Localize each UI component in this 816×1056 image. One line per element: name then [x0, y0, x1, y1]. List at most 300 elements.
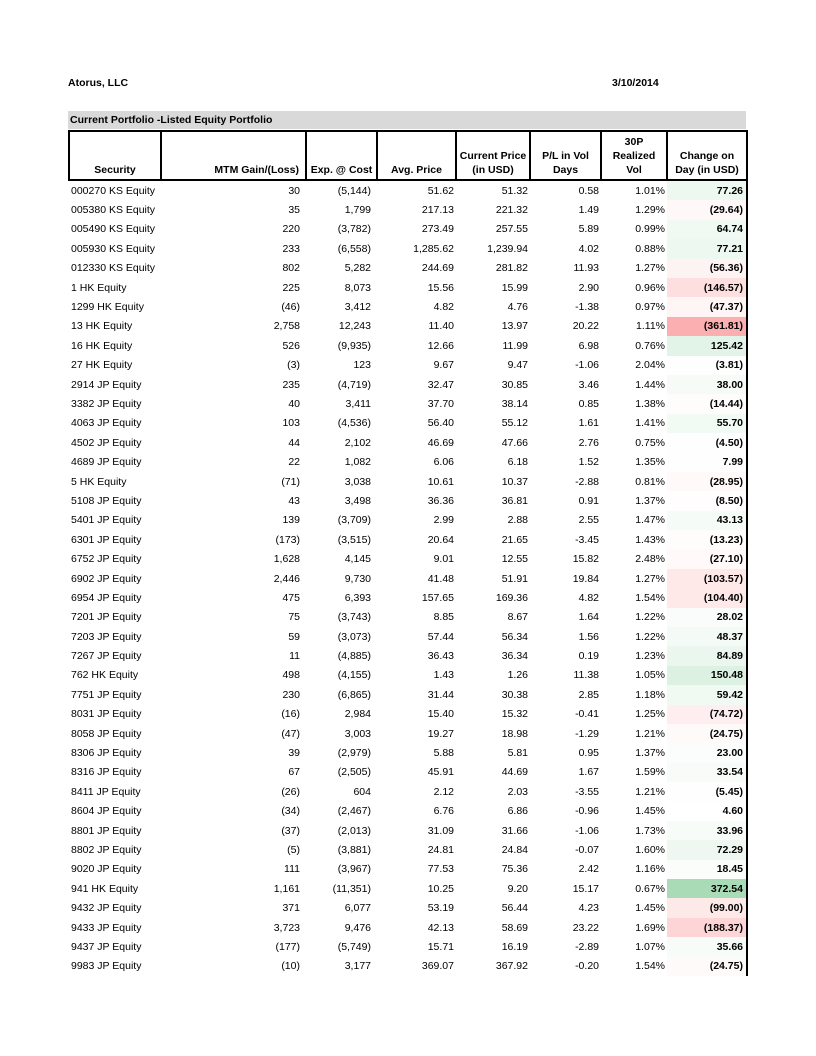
- current-price-cell: 2.88: [507, 514, 528, 527]
- table-row: [69, 685, 747, 704]
- security-cell: 8411 JP Equity: [71, 785, 141, 798]
- pl-vol-days-cell: -2.88: [575, 475, 599, 488]
- avg-price-cell: 273.49: [421, 223, 454, 236]
- exp-cost-cell: 2,984: [344, 708, 371, 721]
- change-on-day-cell: 55.70: [667, 414, 747, 433]
- security-cell: 1 HK Equity: [71, 281, 127, 294]
- mtm-cell: 3,723: [273, 921, 300, 934]
- pl-vol-days-cell: 4.02: [578, 242, 599, 255]
- report-date: 3/10/2014: [612, 77, 659, 89]
- security-cell: 7267 JP Equity: [71, 650, 142, 663]
- change-on-day-cell: (103.57): [667, 569, 747, 588]
- security-cell: 6301 JP Equity: [71, 533, 142, 546]
- mtm-cell: 43: [288, 494, 300, 507]
- pl-vol-days-cell: 0.19: [578, 650, 599, 663]
- realized-vol-cell: 2.04%: [635, 359, 665, 372]
- mtm-cell: 139: [282, 514, 300, 527]
- realized-vol-cell: 1.37%: [635, 494, 665, 507]
- table-row: [69, 918, 747, 937]
- mtm-cell: (47): [281, 727, 300, 740]
- change-on-day-cell: (28.95): [667, 472, 747, 491]
- change-on-day-cell: 18.45: [667, 860, 747, 879]
- current-price-cell: 30.38: [501, 688, 528, 701]
- current-price-cell: 221.32: [495, 204, 528, 217]
- exp-cost-cell: 123: [353, 359, 371, 372]
- col-header-avg-price: Avg. Price: [377, 131, 456, 180]
- col-header-security: Security: [69, 131, 161, 180]
- mtm-cell: 802: [282, 262, 300, 275]
- realized-vol-cell: 1.25%: [635, 708, 665, 721]
- realized-vol-cell: 1.45%: [635, 805, 665, 818]
- realized-vol-cell: 1.18%: [635, 688, 665, 701]
- realized-vol-cell: 1.59%: [635, 766, 665, 779]
- realized-vol-cell: 1.43%: [635, 533, 665, 546]
- avg-price-cell: 11.40: [428, 320, 454, 333]
- current-price-cell: 51.91: [501, 572, 528, 585]
- change-on-day-cell: (3.81): [667, 356, 747, 375]
- table-row: [69, 588, 747, 607]
- table-row: [69, 549, 747, 568]
- exp-cost-cell: 3,411: [345, 397, 371, 410]
- avg-price-cell: 57.44: [427, 630, 454, 643]
- change-on-day-cell: (4.50): [667, 433, 747, 452]
- mtm-cell: 22: [288, 456, 300, 469]
- current-price-cell: 169.36: [495, 591, 528, 604]
- table-row: [69, 957, 747, 976]
- exp-cost-cell: (5,144): [337, 184, 371, 197]
- exp-cost-cell: (2,467): [337, 805, 371, 818]
- current-price-cell: 56.44: [501, 902, 528, 915]
- mtm-cell: 11: [289, 650, 300, 663]
- exp-cost-cell: (6,865): [337, 688, 371, 701]
- mtm-cell: 30: [288, 184, 300, 197]
- change-on-day-cell: 48.37: [667, 627, 747, 646]
- col-header-exp-cost: Exp. @ Cost: [306, 131, 377, 180]
- mtm-cell: 235: [282, 378, 300, 391]
- mtm-cell: (173): [275, 533, 300, 546]
- mtm-cell: 103: [282, 417, 300, 430]
- avg-price-cell: 53.19: [427, 902, 454, 915]
- mtm-cell: 111: [284, 863, 300, 876]
- realized-vol-cell: 1.21%: [635, 727, 665, 740]
- table-row: [69, 375, 747, 394]
- section-title: Current Portfolio -Listed Equity Portfolio: [68, 111, 746, 129]
- mtm-cell: 39: [288, 747, 300, 760]
- change-on-day-cell: (361.81): [667, 317, 747, 336]
- change-on-day-cell: (24.75): [667, 957, 747, 976]
- current-price-cell: 16.19: [501, 940, 528, 953]
- change-on-day-cell: (74.72): [667, 705, 747, 724]
- exp-cost-cell: 1,799: [344, 204, 371, 217]
- security-cell: 6902 JP Equity: [71, 572, 142, 585]
- exp-cost-cell: (3,709): [337, 514, 371, 527]
- current-price-cell: 56.34: [501, 630, 528, 643]
- table-row: [69, 259, 747, 278]
- change-on-day-cell: 84.89: [667, 646, 747, 665]
- security-cell: 7201 JP Equity: [71, 611, 142, 624]
- avg-price-cell: 369.07: [421, 960, 454, 973]
- security-cell: 5401 JP Equity: [71, 514, 142, 527]
- pl-vol-days-cell: 11.38: [573, 669, 599, 682]
- exp-cost-cell: (2,505): [337, 766, 371, 779]
- realized-vol-cell: 1.27%: [635, 262, 665, 275]
- mtm-cell: (37): [281, 824, 300, 837]
- table-row: [69, 530, 747, 549]
- table-row: [69, 491, 747, 510]
- current-price-cell: 2.03: [507, 785, 528, 798]
- avg-price-cell: 56.40: [427, 417, 454, 430]
- mtm-cell: (177): [275, 940, 300, 953]
- exp-cost-cell: 2,102: [344, 436, 371, 449]
- mtm-cell: 40: [288, 397, 300, 410]
- security-cell: 762 HK Equity: [71, 669, 139, 682]
- pl-vol-days-cell: -0.41: [575, 708, 599, 721]
- security-cell: 8031 JP Equity: [71, 708, 142, 721]
- security-cell: 8801 JP Equity: [71, 824, 142, 837]
- company-name: Atorus, LLC: [68, 77, 129, 89]
- avg-price-cell: 19.27: [427, 727, 454, 740]
- mtm-cell: (46): [281, 301, 300, 314]
- avg-price-cell: 36.36: [427, 494, 454, 507]
- exp-cost-cell: (4,155): [337, 669, 371, 682]
- table-row: [69, 433, 747, 452]
- avg-price-cell: 31.09: [427, 824, 454, 837]
- avg-price-cell: 4.82: [433, 301, 454, 314]
- mtm-cell: 233: [282, 242, 300, 255]
- pl-vol-days-cell: 5.89: [578, 223, 599, 236]
- change-on-day-cell: 38.00: [667, 375, 747, 394]
- table-row: [69, 666, 747, 685]
- current-price-cell: 10.37: [501, 475, 528, 488]
- table-row: [69, 569, 747, 588]
- pl-vol-days-cell: 15.82: [572, 553, 599, 566]
- security-cell: 5108 JP Equity: [71, 494, 142, 507]
- change-on-day-cell: 125.42: [667, 336, 747, 355]
- realized-vol-cell: 0.97%: [635, 301, 665, 314]
- security-cell: 012330 KS Equity: [71, 262, 156, 275]
- pl-vol-days-cell: 6.98: [578, 339, 599, 352]
- security-cell: 5 HK Equity: [71, 475, 127, 488]
- pl-vol-days-cell: -3.55: [575, 785, 599, 798]
- pl-vol-days-cell: 2.85: [578, 688, 599, 701]
- table-row: [69, 356, 747, 375]
- exp-cost-cell: 9,730: [344, 572, 371, 585]
- realized-vol-cell: 1.22%: [635, 611, 665, 624]
- pl-vol-days-cell: 0.91: [578, 494, 599, 507]
- exp-cost-cell: (4,536): [337, 417, 371, 430]
- mtm-cell: (5): [287, 843, 300, 856]
- table-row: [69, 452, 747, 471]
- exp-cost-cell: (2,013): [337, 824, 371, 837]
- security-cell: 27 HK Equity: [71, 359, 133, 372]
- pl-vol-days-cell: 1.64: [578, 611, 599, 624]
- avg-price-cell: 244.69: [421, 262, 454, 275]
- realized-vol-cell: 1.38%: [635, 397, 665, 410]
- mtm-cell: 44: [288, 436, 300, 449]
- current-price-cell: 36.81: [501, 494, 528, 507]
- security-cell: 1299 HK Equity: [71, 301, 144, 314]
- exp-cost-cell: 3,003: [344, 727, 371, 740]
- realized-vol-cell: 0.88%: [635, 242, 665, 255]
- mtm-cell: 475: [282, 591, 300, 604]
- current-price-cell: 47.66: [501, 436, 528, 449]
- exp-cost-cell: (3,743): [337, 611, 371, 624]
- current-price-cell: 6.86: [507, 805, 528, 818]
- change-on-day-cell: (8.50): [667, 491, 747, 510]
- current-price-cell: 12.55: [501, 553, 528, 566]
- mtm-cell: 2,446: [273, 572, 300, 585]
- security-cell: 4689 JP Equity: [71, 456, 142, 469]
- realized-vol-cell: 1.54%: [635, 960, 665, 973]
- realized-vol-cell: 1.35%: [635, 456, 665, 469]
- mtm-cell: (3): [287, 359, 300, 372]
- realized-vol-cell: 1.29%: [635, 204, 665, 217]
- security-cell: 005930 KS Equity: [71, 242, 156, 255]
- table-row: [69, 898, 747, 917]
- security-cell: 9020 JP Equity: [71, 863, 142, 876]
- avg-price-cell: 32.47: [427, 378, 454, 391]
- realized-vol-cell: 1.60%: [635, 843, 665, 856]
- pl-vol-days-cell: 1.49: [578, 204, 599, 217]
- exp-cost-cell: 6,393: [344, 591, 371, 604]
- portfolio-table: [68, 130, 748, 976]
- avg-price-cell: 45.91: [427, 766, 454, 779]
- realized-vol-cell: 1.11%: [636, 320, 665, 333]
- mtm-cell: (26): [281, 785, 300, 798]
- mtm-cell: 526: [282, 339, 300, 352]
- pl-vol-days-cell: -3.45: [575, 533, 599, 546]
- change-on-day-cell: (188.37): [667, 918, 747, 937]
- change-on-day-cell: 77.26: [667, 180, 747, 200]
- avg-price-cell: 2.12: [433, 785, 454, 798]
- change-on-day-cell: 64.74: [667, 220, 747, 239]
- avg-price-cell: 9.01: [433, 553, 454, 566]
- current-price-cell: 55.12: [501, 417, 528, 430]
- pl-vol-days-cell: 23.22: [572, 921, 599, 934]
- current-price-cell: 15.32: [501, 708, 528, 721]
- current-price-cell: 1.26: [507, 669, 528, 682]
- table-row: [69, 821, 747, 840]
- security-cell: 8802 JP Equity: [71, 843, 142, 856]
- mtm-cell: 75: [288, 611, 300, 624]
- pl-vol-days-cell: 0.85: [578, 397, 599, 410]
- avg-price-cell: 12.66: [427, 339, 454, 352]
- exp-cost-cell: 9,476: [344, 921, 371, 934]
- avg-price-cell: 1,285.62: [413, 242, 454, 255]
- pl-vol-days-cell: 1.56: [578, 630, 599, 643]
- mtm-cell: (34): [281, 805, 300, 818]
- exp-cost-cell: (6,558): [337, 242, 371, 255]
- pl-vol-days-cell: -1.29: [575, 727, 599, 740]
- mtm-cell: (16): [281, 708, 300, 721]
- table-row: [69, 472, 747, 491]
- pl-vol-days-cell: -0.07: [575, 843, 599, 856]
- exp-cost-cell: 5,282: [344, 262, 371, 275]
- avg-price-cell: 1.43: [433, 669, 454, 682]
- current-price-cell: 257.55: [495, 223, 528, 236]
- avg-price-cell: 10.61: [427, 475, 454, 488]
- pl-vol-days-cell: 4.82: [578, 591, 599, 604]
- exp-cost-cell: 3,038: [344, 475, 371, 488]
- table-row: [69, 239, 747, 258]
- change-on-day-cell: 150.48: [667, 666, 747, 685]
- pl-vol-days-cell: 2.42: [578, 863, 599, 876]
- security-cell: 000270 KS Equity: [71, 184, 156, 197]
- avg-price-cell: 24.81: [427, 843, 454, 856]
- avg-price-cell: 51.62: [427, 184, 454, 197]
- change-on-day-cell: 372.54: [667, 879, 747, 898]
- current-price-cell: 51.32: [501, 184, 528, 197]
- change-on-day-cell: (5.45): [667, 782, 747, 801]
- col-header-current-price: Current Price (in USD): [456, 131, 530, 180]
- current-price-cell: 36.34: [501, 650, 528, 663]
- current-price-cell: 31.66: [501, 824, 528, 837]
- pl-vol-days-cell: 3.46: [578, 378, 599, 391]
- table-row: [69, 802, 747, 821]
- exp-cost-cell: (5,749): [337, 940, 371, 953]
- realized-vol-cell: 1.54%: [635, 591, 665, 604]
- pl-vol-days-cell: 0.58: [578, 184, 599, 197]
- current-price-cell: 75.36: [501, 863, 528, 876]
- security-cell: 4502 JP Equity: [71, 436, 142, 449]
- pl-vol-days-cell: 1.61: [578, 417, 599, 430]
- avg-price-cell: 41.48: [427, 572, 454, 585]
- table-row: [69, 937, 747, 956]
- col-header-mtm: MTM Gain/(Loss): [161, 131, 306, 180]
- avg-price-cell: 15.40: [427, 708, 454, 721]
- avg-price-cell: 157.65: [421, 591, 454, 604]
- security-cell: 7203 JP Equity: [71, 630, 142, 643]
- current-price-cell: 44.69: [501, 766, 528, 779]
- pl-vol-days-cell: -1.06: [575, 359, 599, 372]
- mtm-cell: (10): [281, 960, 300, 973]
- change-on-day-cell: (29.64): [667, 200, 747, 219]
- pl-vol-days-cell: 15.17: [572, 882, 599, 895]
- avg-price-cell: 77.53: [427, 863, 454, 876]
- exp-cost-cell: 1,082: [344, 456, 371, 469]
- exp-cost-cell: (4,885): [337, 650, 371, 663]
- current-price-cell: 58.69: [501, 921, 528, 934]
- realized-vol-cell: 1.05%: [635, 669, 665, 682]
- mtm-cell: 498: [282, 669, 300, 682]
- pl-vol-days-cell: 2.90: [578, 281, 599, 294]
- realized-vol-cell: 1.27%: [635, 572, 665, 585]
- security-cell: 8316 JP Equity: [71, 766, 142, 779]
- avg-price-cell: 37.70: [427, 397, 454, 410]
- avg-price-cell: 6.76: [433, 805, 454, 818]
- security-cell: 6752 JP Equity: [71, 553, 142, 566]
- avg-price-cell: 31.44: [427, 688, 454, 701]
- pl-vol-days-cell: 11.93: [573, 262, 599, 275]
- realized-vol-cell: 1.73%: [635, 824, 665, 837]
- avg-price-cell: 2.99: [433, 514, 454, 527]
- change-on-day-cell: (13.23): [667, 530, 747, 549]
- pl-vol-days-cell: 1.52: [578, 456, 599, 469]
- security-cell: 16 HK Equity: [71, 339, 133, 352]
- change-on-day-cell: 7.99: [667, 452, 747, 471]
- table-row: [69, 278, 747, 297]
- mtm-cell: 35: [288, 204, 300, 217]
- current-price-cell: 18.98: [501, 727, 528, 740]
- avg-price-cell: 8.85: [433, 611, 454, 624]
- current-price-cell: 281.82: [495, 262, 528, 275]
- mtm-cell: 1,628: [273, 553, 300, 566]
- table-row: [69, 511, 747, 530]
- current-price-cell: 15.99: [501, 281, 528, 294]
- mtm-cell: 220: [282, 223, 300, 236]
- change-on-day-cell: 28.02: [667, 608, 747, 627]
- avg-price-cell: 36.43: [427, 650, 454, 663]
- exp-cost-cell: (2,979): [337, 747, 371, 760]
- table-row: [69, 724, 747, 743]
- change-on-day-cell: (56.36): [667, 259, 747, 278]
- change-on-day-cell: 33.96: [667, 821, 747, 840]
- change-on-day-cell: (24.75): [667, 724, 747, 743]
- avg-price-cell: 15.56: [427, 281, 454, 294]
- mtm-cell: 371: [282, 902, 300, 915]
- realized-vol-cell: 1.21%: [635, 785, 665, 798]
- table-row: [69, 743, 747, 762]
- pl-vol-days-cell: 2.76: [578, 436, 599, 449]
- table-row: [69, 414, 747, 433]
- current-price-cell: 9.47: [507, 359, 528, 372]
- change-on-day-cell: 23.00: [667, 743, 747, 762]
- pl-vol-days-cell: 20.22: [572, 320, 599, 333]
- table-row: [69, 879, 747, 898]
- table-row: [69, 608, 747, 627]
- table-row: [69, 220, 747, 239]
- exp-cost-cell: 604: [353, 785, 371, 798]
- realized-vol-cell: 1.16%: [635, 863, 665, 876]
- pl-vol-days-cell: 1.67: [578, 766, 599, 779]
- change-on-day-cell: 72.29: [667, 840, 747, 859]
- security-cell: 005490 KS Equity: [71, 223, 156, 236]
- security-cell: 8306 JP Equity: [71, 747, 142, 760]
- table-row: [69, 782, 747, 801]
- exp-cost-cell: (9,935): [337, 339, 371, 352]
- table-row: [69, 297, 747, 316]
- realized-vol-cell: 0.75%: [635, 436, 665, 449]
- exp-cost-cell: (3,967): [337, 863, 371, 876]
- change-on-day-cell: (14.44): [667, 394, 747, 413]
- security-cell: 8604 JP Equity: [71, 805, 142, 818]
- security-cell: 9437 JP Equity: [71, 940, 142, 953]
- realized-vol-cell: 1.07%: [635, 940, 665, 953]
- change-on-day-cell: 43.13: [667, 511, 747, 530]
- mtm-cell: 1,161: [273, 882, 300, 895]
- current-price-cell: 11.99: [502, 339, 528, 352]
- change-on-day-cell: 35.66: [667, 937, 747, 956]
- col-header-realized-vol: 30P Realized Vol: [601, 131, 667, 180]
- table-row: [69, 705, 747, 724]
- pl-vol-days-cell: 4.23: [578, 902, 599, 915]
- change-on-day-cell: 77.21: [667, 239, 747, 258]
- realized-vol-cell: 1.44%: [635, 378, 665, 391]
- change-on-day-cell: (104.40): [667, 588, 747, 607]
- avg-price-cell: 5.88: [433, 747, 454, 760]
- realized-vol-cell: 0.76%: [635, 339, 665, 352]
- current-price-cell: 21.65: [501, 533, 528, 546]
- pl-vol-days-cell: -0.20: [575, 960, 599, 973]
- realized-vol-cell: 0.81%: [635, 475, 665, 488]
- col-header-change-on-day: Change on Day (in USD): [667, 131, 747, 180]
- table-row: [69, 627, 747, 646]
- avg-price-cell: 46.69: [427, 436, 454, 449]
- realized-vol-cell: 1.47%: [635, 514, 665, 527]
- table-row: [69, 763, 747, 782]
- current-price-cell: 8.67: [507, 611, 528, 624]
- current-price-cell: 1,239.94: [487, 242, 528, 255]
